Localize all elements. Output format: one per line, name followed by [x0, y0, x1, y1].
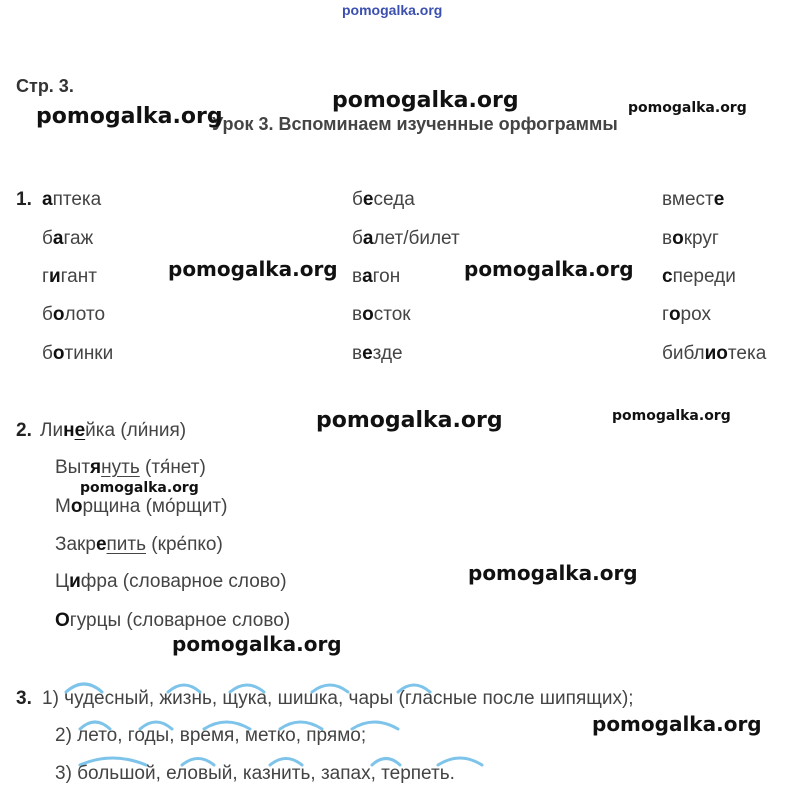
watermark: pomogalka.org — [80, 480, 199, 496]
word: спереди — [662, 266, 736, 287]
watermark: pomogalka.org — [168, 257, 338, 281]
word: багаж — [42, 228, 94, 249]
word: горох — [662, 304, 711, 325]
ex3-line: 1) чудесный, жизнь, щука, шишка, чары (гласные после шипящих); — [42, 688, 634, 709]
exercise-3-number: 3. — [16, 688, 32, 709]
word: балет/билет — [352, 228, 460, 249]
ex2-line: Вытянуть (тя́нет) — [55, 457, 206, 478]
exercise-2-number: 2. — [16, 420, 32, 441]
word: библиотека — [662, 343, 767, 364]
ex2-line: Огурцы (словарное слово) — [55, 610, 291, 631]
word: аптека — [42, 189, 102, 210]
ex2-line: Цифра (словарное слово) — [55, 571, 287, 592]
word: вокруг — [662, 228, 719, 249]
watermark: pomogalka.org — [592, 712, 762, 736]
watermark: pomogalka.org — [316, 408, 503, 433]
word: болото — [42, 304, 106, 325]
word: ботинки — [42, 343, 114, 364]
ex2-line: Линейка (ли́ния) — [40, 420, 187, 441]
word: вместе — [662, 189, 725, 210]
word: гигант — [42, 266, 97, 287]
watermark-top: pomogalka.org — [342, 2, 443, 18]
ex2-line: Закрепить (кре́пко) — [55, 534, 223, 555]
watermark: pomogalka.org — [464, 257, 634, 281]
exercise-1-number: 1. — [16, 189, 32, 210]
word: вагон — [352, 266, 401, 287]
watermark: pomogalka.org — [628, 100, 747, 116]
watermark: pomogalka.org — [172, 632, 342, 656]
watermark: pomogalka.org — [612, 408, 731, 424]
watermark: pomogalka.org — [332, 88, 519, 113]
ex3-line: 3) большой, еловый, казнить, запах, терпеть. — [55, 763, 455, 784]
ex2-line: Морщина (мо́рщит) — [55, 496, 228, 517]
ex3-line: 2) лето, годы, время, метко, прямо; — [55, 725, 367, 746]
word: восток — [352, 304, 411, 325]
watermark: pomogalka.org — [36, 104, 223, 129]
word: беседа — [352, 189, 415, 210]
watermark: pomogalka.org — [468, 561, 638, 585]
lesson-title: Урок 3. Вспоминаем изученные орфограммы — [212, 114, 618, 134]
page-label: Стр. 3. — [16, 76, 74, 96]
word: везде — [352, 343, 403, 364]
